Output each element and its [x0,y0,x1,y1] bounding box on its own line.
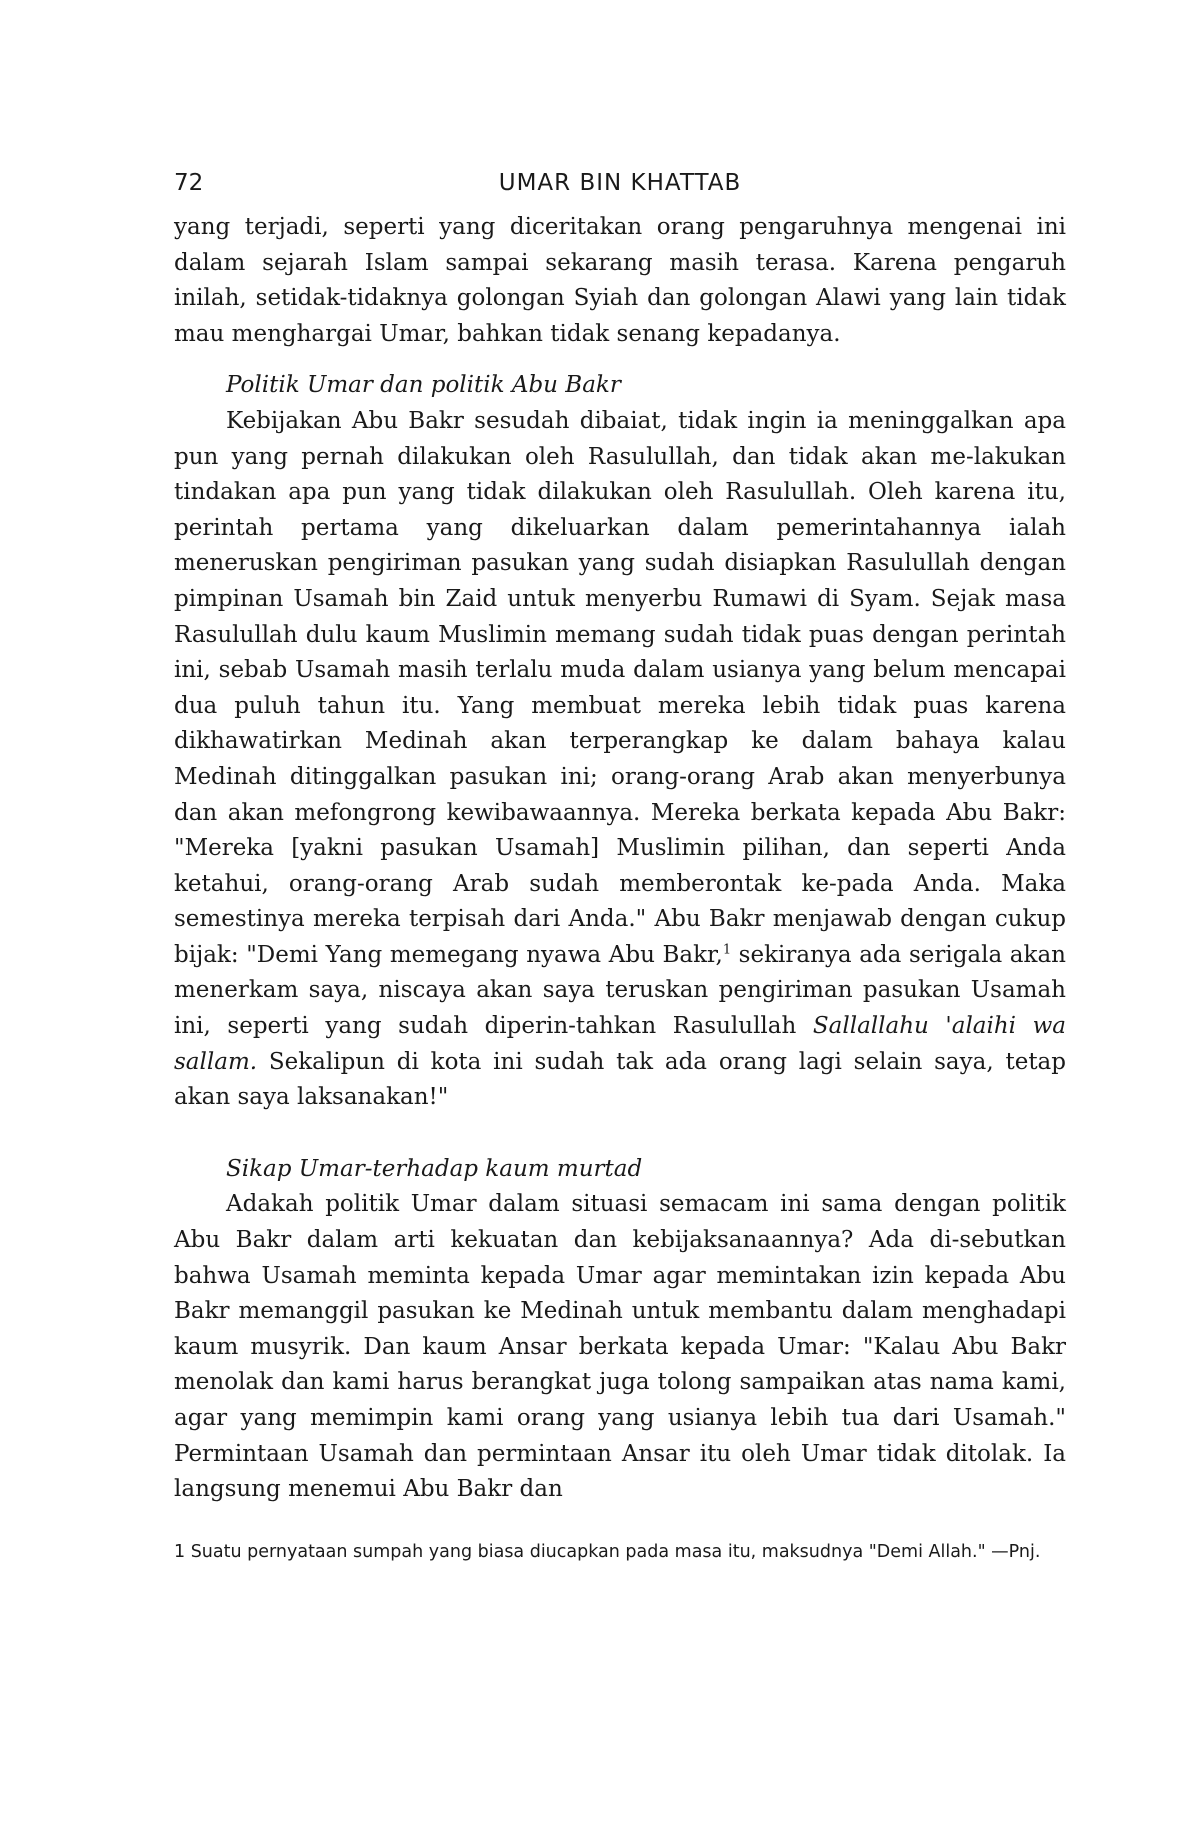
running-title: UMAR BIN KHATTAB [498,170,742,196]
section-paragraph-sikap: Adakah politik Umar dalam situasi semacam ini sama dengan politik Abu Bakr dalam arti kekuatan dan kebijaksanaannya? Ada di-sebutkan bahwa Usamah meminta kepada Umar agar memintakan izin kepada Abu Bakr memanggil pasukan ke Medinah untuk membantu dalam menghadapi kaum musyrik. Dan kaum Ansar berkata kepada Umar: "Kalau Abu Bakr menolak dan kami harus berangkat juga tolong sampaikan atas nama kami, agar yang memimpin kami orang yang usianya lebih tua dari Usamah." Permintaan Usamah dan permintaan Ansar itu oleh Umar tidak ditolak. Ia langsung menemui Abu Bakr dan [174,1191,1066,1503]
intro-paragraph: yang terjadi, seperti yang diceritakan orang pengaruhnya mengenai ini dalam sejarah Islam sampai sekarang masih terasa. Karena pengaruh inilah, setidak-tidaknya golongan Syiah dan golongan Alawi yang lain tidak mau menghargai Umar, bahkan tidak senang kepadanya. [174,214,1066,347]
honorific-italic: Sallallahu 'alaihi wa sallam. [174,1013,1067,1075]
paragraph-text: Kebijakan Abu Bakr sesudah dibaiat, tidak ingin ia meninggalkan apa pun yang pernah dilakukan oleh Rasulullah, dan tidak akan me-lakukan tindakan apa pun yang tidak dilakukan oleh Rasulullah. Oleh karena itu, perintah pertama yang dikeluarkan dalam pemerintahannya ialah meneruskan pengiriman pasukan yang sudah disiapkan Rasulullah dengan pimpinan Usamah bin Zaid untuk menyerbu Rumawi di Syam. Sejak masa Rasulullah dulu kaum Muslimin memang sudah tidak puas dengan perintah ini, sebab Usamah masih terlalu muda dalam usianya yang belum mencapai dua puluh tahun itu. Yang membuat mereka lebih tidak puas karena dikhawatirkan Medinah akan terperangkap ke dalam bahaya kalau Medinah ditinggalkan pasukan ini; orang-orang Arab akan menyerbunya dan akan mefongrong kewibawaannya. Mereka berkata kepada Abu Bakr: "Mereka [yakni pasukan Usamah] Muslimin pilihan, dan seperti Anda ketahui, orang-orang Arab sudah memberontak ke-pada Anda. Maka semestinya mereka terpisah dari Anda." Abu Bakr menjawab dengan cukup bijak: "Demi Yang memegang nyawa Abu Bakr, [174,407,1066,968]
footnote-reference: 1 [722,942,732,958]
section-paragraph-politik [174,404,1066,1116]
paragraph-text: sekiranya ada serigala akan menerkam saya, niscaya akan saya teruskan pengiriman pasukan Usamah ini, seperti yang sudah diperin-tahkan Rasulullah [174,941,1066,1040]
paragraph-text: Sekalipun di kota ini sudah tak ada orang lagi selain saya, tetap akan saya laksanakan!" [174,1048,1066,1111]
section-heading-sikap: Sikap Umar-terhadap kaum murtad [226,1155,643,1182]
body-text [174,210,1066,1508]
book-page [174,170,1066,1566]
footnote: 1 Suatu pernyataan sumpah yang biasa diucapkan pada masa itu, maksudnya "Demi Allah." —Pnj. [174,1541,1041,1562]
page-number: 72 [174,170,204,196]
section-heading-politik: Politik Umar dan politik Abu Bakr [226,372,621,399]
running-header [174,170,1066,210]
